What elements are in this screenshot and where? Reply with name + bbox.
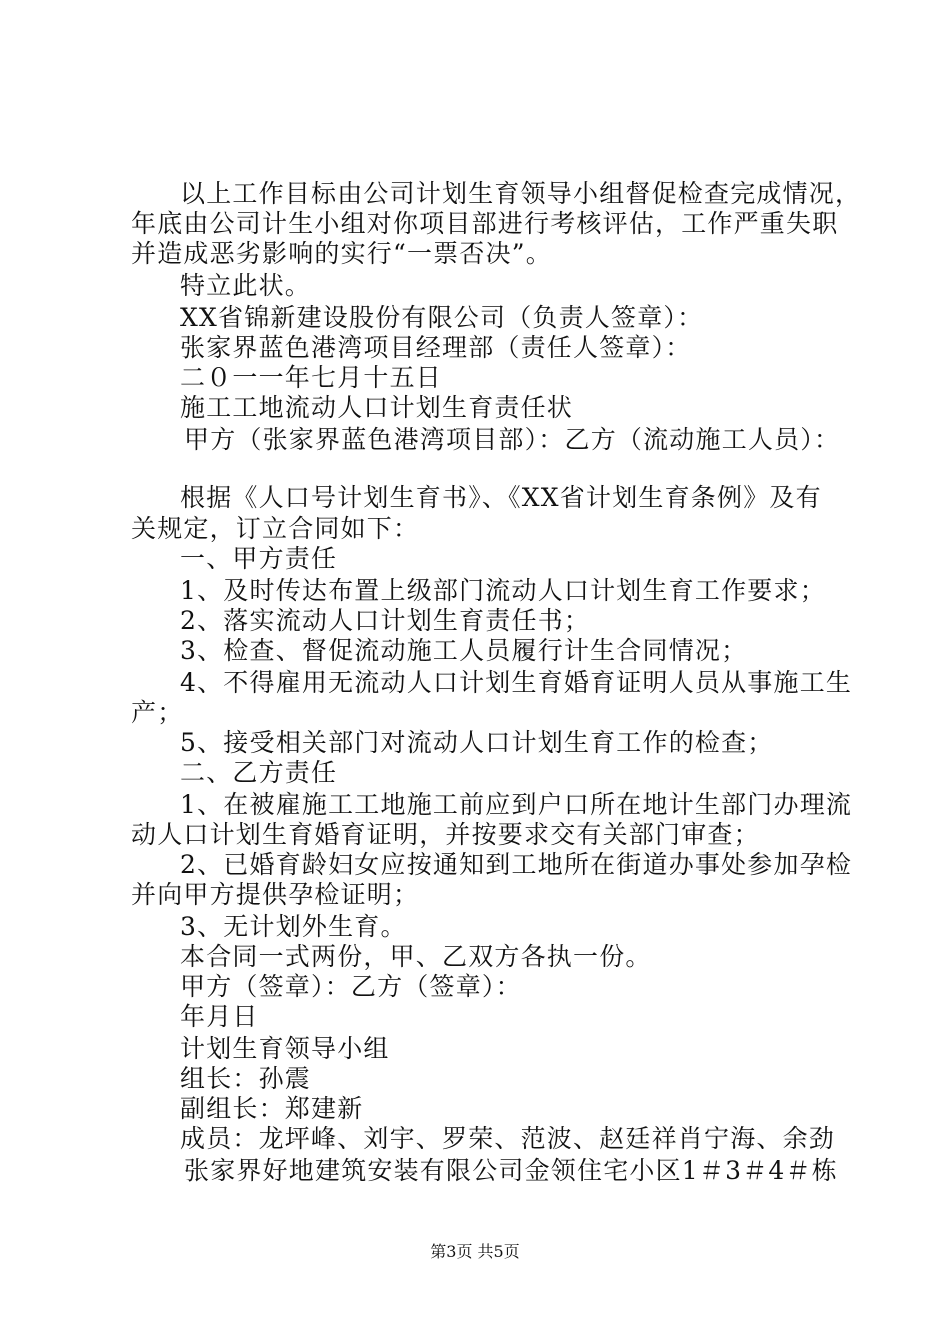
text-line: 5、接受相关部门对流动人口计划生育工作的检查； xyxy=(180,728,774,757)
text-line: 根据《人口号计划生育书》、《XX省计划生育条例》及有 xyxy=(180,483,822,512)
text-line: 产； xyxy=(131,698,184,727)
text-line: 年底由公司计生小组对你项目部进行考核评估，工作严重失职 xyxy=(131,209,839,238)
text-line: 特立此状。 xyxy=(180,271,312,300)
text-line: 施工工地流动人口计划生育责任状 xyxy=(180,393,574,422)
text-line: 1、及时传达布置上级部门流动人口计划生育工作要求； xyxy=(180,576,826,605)
text-line: 二、乙方责任 xyxy=(180,758,338,787)
text-line: 1、在被雇施工工地施工前应到户口所在地计生部门办理流 xyxy=(180,790,853,819)
text-line: 本合同一式两份，甲、乙双方各执一份。 xyxy=(180,942,652,971)
text-line: 并造成恶劣影响的实行“一票否决”。 xyxy=(131,239,552,268)
text-line: XX省锦新建设股份有限公司（负责人签章）： xyxy=(180,303,704,332)
text-line: 甲方（签章）：乙方（签章）： xyxy=(180,972,522,1001)
text-line: 张家界蓝色港湾项目经理部（责任人签章）： xyxy=(180,333,692,362)
text-line: 甲方（张家界蓝色港湾项目部）：乙方（流动施工人员）： xyxy=(184,425,841,454)
text-line: 关规定，订立合同如下： xyxy=(131,514,420,543)
text-line: 3、无计划外生育。 xyxy=(180,912,407,941)
text-line: 4、不得雇用无流动人口计划生育婚育证明人员从事施工生 xyxy=(180,668,853,697)
text-line: 并向甲方提供孕检证明； xyxy=(131,880,420,909)
text-line: 3、检查、督促流动施工人员履行计生合同情况； xyxy=(180,636,748,665)
text-line: 一、甲方责任 xyxy=(180,544,338,573)
text-line: 计划生育领导小组 xyxy=(180,1034,390,1063)
text-line: 副组长：郑建新 xyxy=(180,1094,364,1123)
text-line: 年月日 xyxy=(180,1002,259,1031)
text-line: 2、落实流动人口计划生育责任书； xyxy=(180,606,591,635)
text-line: 2、已婚育龄妇女应按通知到工地所在街道办事处参加孕检 xyxy=(180,850,853,879)
text-line: 二０一一年七月十五日 xyxy=(180,363,443,392)
text-line: 以上工作目标由公司计划生育领导小组督促检查完成情况， xyxy=(180,179,862,208)
text-line: 动人口计划生育婚育证明，并按要求交有关部门审查； xyxy=(131,820,760,849)
text-line: 组长：孙震 xyxy=(180,1064,312,1093)
text-line: 成员：龙坪峰、刘宇、罗荣、范波、赵廷祥肖宁海、余劲 xyxy=(180,1124,836,1153)
page-footer: 第3页 共5页 xyxy=(430,1242,520,1261)
text-line: 张家界好地建筑安装有限公司金领住宅小区1＃3＃4＃栋 xyxy=(184,1156,838,1185)
